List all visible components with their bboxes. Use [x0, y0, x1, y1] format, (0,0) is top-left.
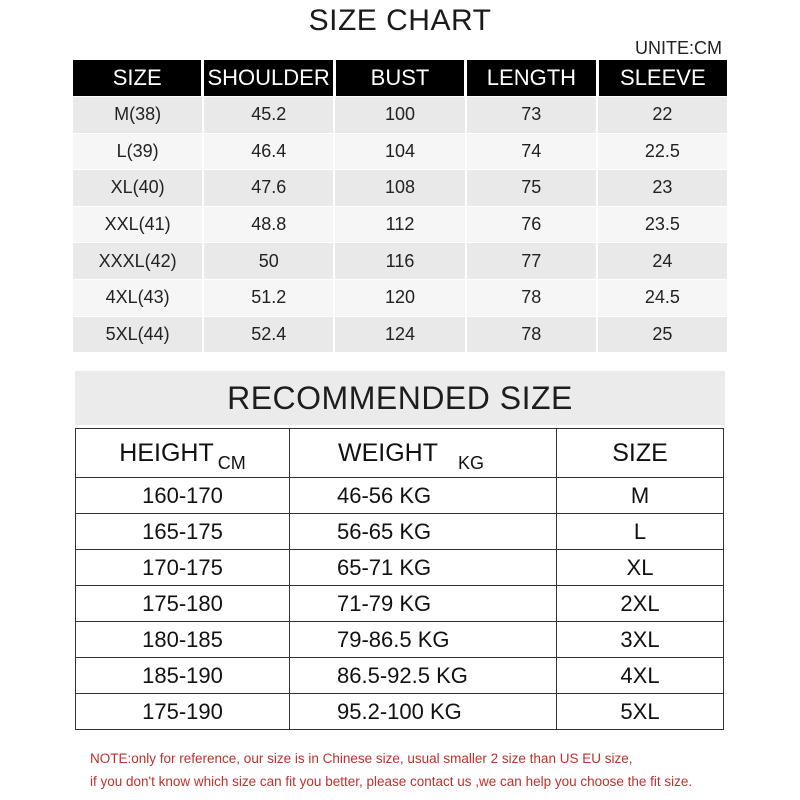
table-cell: 175-190 — [76, 694, 290, 730]
table-cell: 4XL(43) — [73, 280, 204, 316]
table-cell: 185-190 — [76, 658, 290, 694]
header-cell-weight — [290, 429, 557, 478]
table-cell: 95.2-100 KG — [290, 694, 557, 730]
table-cell: 77 — [467, 243, 598, 279]
header-cell-length: LENGTH — [467, 60, 598, 96]
table-cell: 124 — [335, 317, 466, 353]
table-cell: 2XL — [557, 586, 724, 622]
header-cell-size: SIZE — [73, 60, 204, 96]
table-cell: XXL(41) — [73, 207, 204, 243]
table-cell: M — [557, 478, 724, 514]
table-cell: 75 — [467, 170, 598, 206]
table-cell: 24 — [652, 250, 673, 271]
table-cell: 116 — [335, 243, 466, 279]
table-cell: 56-65 KG — [290, 514, 557, 550]
table-row — [76, 478, 724, 514]
height-unit: CM — [217, 452, 246, 473]
table-row — [76, 694, 724, 730]
table-row — [76, 658, 724, 694]
table-cell: 100 — [335, 97, 466, 133]
table-cell: XXXL(42) — [73, 243, 204, 279]
table-cell: 76 — [467, 207, 598, 243]
note-line: NOTE:only for reference, our size is in Chinese size, usual smaller 2 size than US EU size, — [90, 751, 633, 766]
table-cell: 79-86.5 KG — [290, 622, 557, 658]
table-row — [76, 550, 724, 586]
table-cell: 71-79 KG — [290, 586, 557, 622]
table-cell: 46.4 — [204, 134, 335, 170]
weight-unit: KG — [458, 452, 485, 473]
unit-label: UNITE:CM — [635, 38, 722, 58]
size-chart-title: SIZE CHART — [308, 4, 492, 37]
table-cell: 78 — [467, 280, 598, 316]
table-cell: 108 — [335, 170, 466, 206]
table-cell: 24.5 — [644, 287, 680, 308]
table-row — [73, 96, 727, 133]
table-cell: 50 — [204, 243, 335, 279]
size-chart-table — [73, 60, 727, 352]
table-cell: 23.5 — [644, 214, 680, 235]
table-cell: 120 — [335, 280, 466, 316]
table-row — [73, 316, 727, 353]
table-cell: 170-175 — [76, 550, 290, 586]
table-cell: 73 — [467, 97, 598, 133]
table-cell: 47.6 — [204, 170, 335, 206]
table-cell: 48.8 — [204, 207, 335, 243]
table-cell: 5XL(44) — [73, 317, 204, 353]
header-cell-shoulder: SHOULDER — [204, 60, 335, 96]
table-cell: 180-185 — [76, 622, 290, 658]
table-cell: 52.4 — [204, 317, 335, 353]
header-cell-height — [76, 429, 290, 478]
table-cell: M(38) — [73, 97, 204, 133]
table-row — [73, 133, 727, 170]
note-line: if you don't know which size can fit you better, please contact us ,we can help you choose the fit size. — [90, 774, 693, 789]
table-cell: 23 — [652, 177, 673, 198]
table-cell: 86.5-92.5 KG — [290, 658, 557, 694]
table-cell: 46-56 KG — [290, 478, 557, 514]
table-row — [73, 206, 727, 243]
table-cell: 165-175 — [76, 514, 290, 550]
table-cell: 3XL — [557, 622, 724, 658]
header-cell-sleeve: SLEEVE — [620, 65, 706, 90]
table-cell: 74 — [467, 134, 598, 170]
table-cell: 104 — [335, 134, 466, 170]
recommended-size-table — [75, 428, 724, 730]
weight-label: WEIGHT — [338, 438, 438, 467]
table-row — [76, 586, 724, 622]
table-cell: L — [557, 514, 724, 550]
table-cell: 175-180 — [76, 586, 290, 622]
table-row — [76, 622, 724, 658]
size-chart-header-row — [73, 60, 727, 96]
table-cell: 78 — [467, 317, 598, 353]
table-cell: 4XL — [557, 658, 724, 694]
height-label: HEIGHT — [119, 438, 214, 467]
table-cell: 45.2 — [204, 97, 335, 133]
header-cell-size: SIZE — [557, 429, 724, 478]
table-cell: 65-71 KG — [290, 550, 557, 586]
table-cell: 22.5 — [644, 140, 680, 161]
table-cell: 112 — [335, 207, 466, 243]
header-cell-bust: BUST — [336, 60, 467, 96]
table-row — [73, 242, 727, 279]
table-cell: XL(40) — [73, 170, 204, 206]
table-cell: 25 — [652, 323, 673, 344]
table-cell: 5XL — [557, 694, 724, 730]
table-row — [73, 279, 727, 316]
table-row — [73, 169, 727, 206]
table-cell: 160-170 — [76, 478, 290, 514]
table-cell: XL — [557, 550, 724, 586]
table-cell: L(39) — [73, 134, 204, 170]
recommended-size-title: RECOMMENDED SIZE — [75, 371, 725, 425]
table-row — [76, 514, 724, 550]
table-cell: 22 — [652, 104, 673, 125]
recommended-header-row — [76, 429, 724, 478]
table-cell: 51.2 — [204, 280, 335, 316]
